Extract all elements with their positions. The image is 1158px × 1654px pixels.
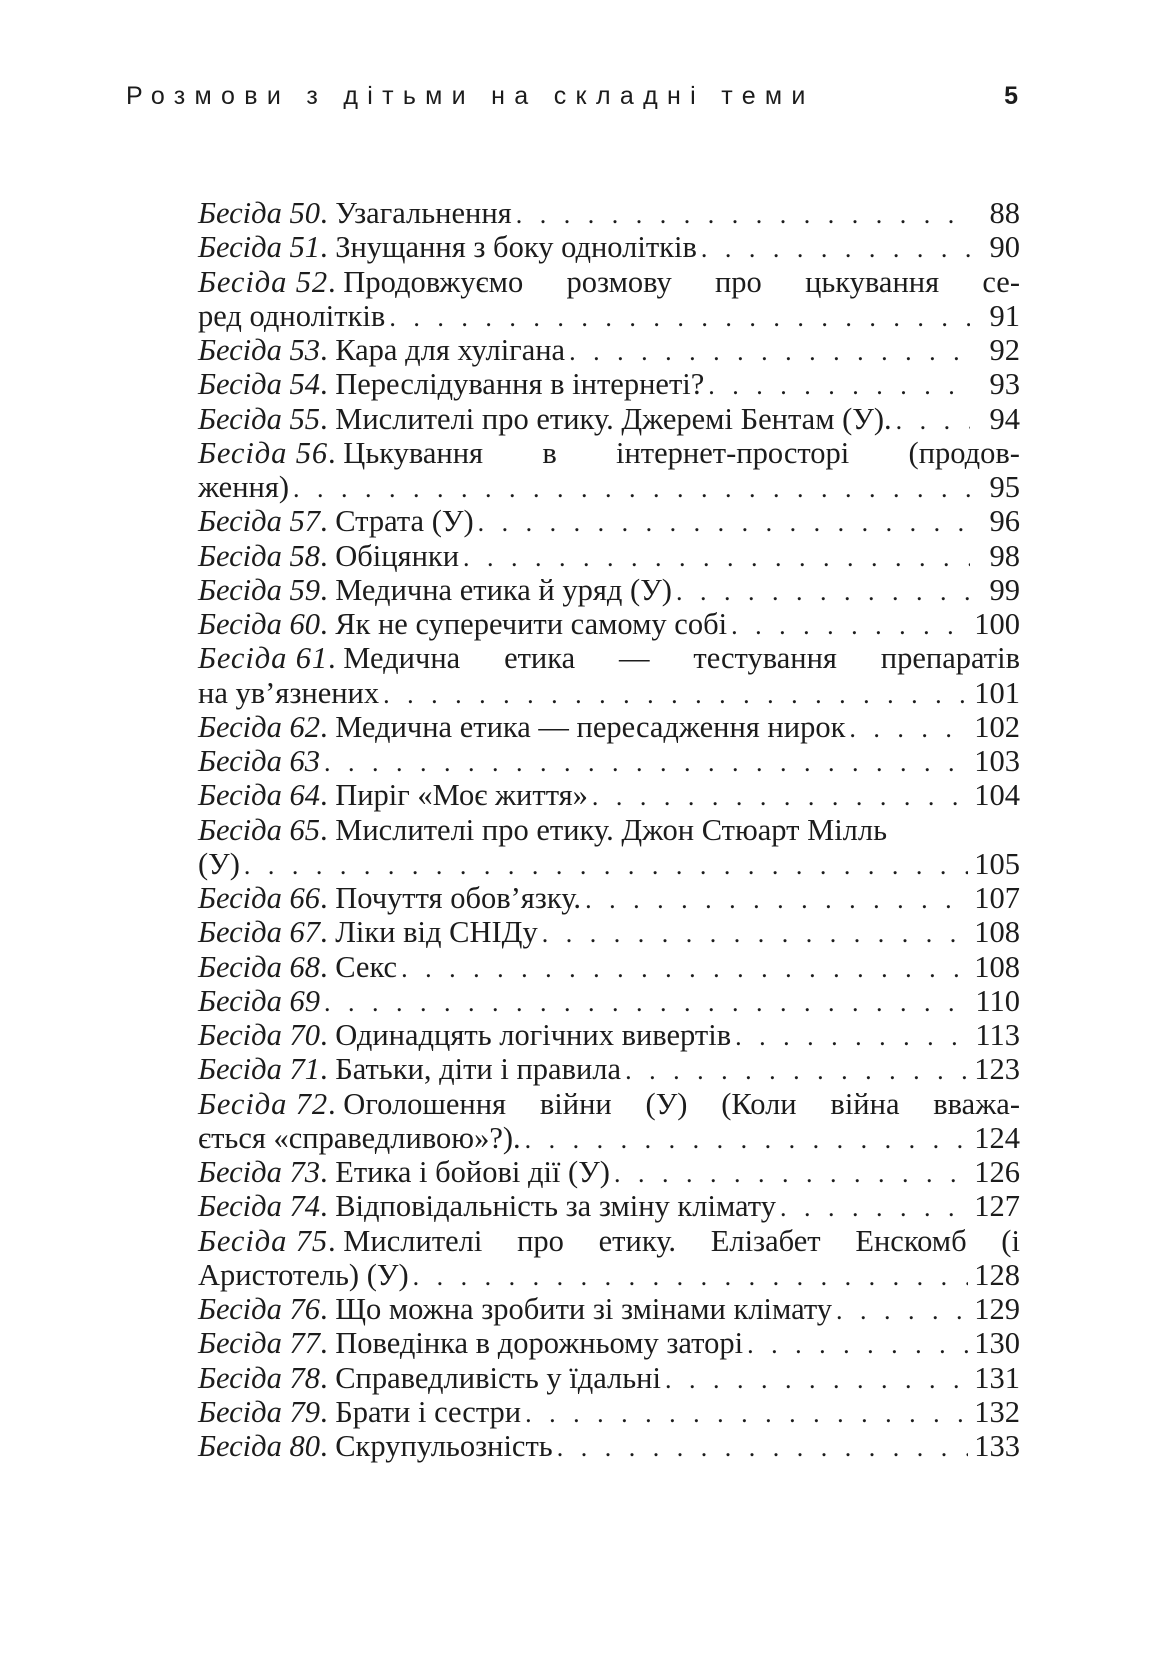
toc-entry-title: Скрупульозність bbox=[335, 1429, 553, 1463]
dot-leader bbox=[463, 541, 970, 575]
dot-leader bbox=[780, 1191, 968, 1225]
toc-entry-label: Бесіда 79 bbox=[198, 1394, 320, 1429]
dot-leader bbox=[735, 1020, 969, 1054]
toc-entry-title-word: Медична bbox=[343, 641, 461, 676]
toc-entry-line bbox=[198, 1429, 1020, 1463]
toc-entry bbox=[198, 710, 1020, 744]
toc-entry-title-word: Енскомб bbox=[855, 1223, 967, 1258]
toc-entry bbox=[198, 881, 1020, 915]
toc-entry-page: 90 bbox=[989, 230, 1020, 265]
toc-entry-title: Секс bbox=[335, 949, 398, 984]
dot-leader bbox=[585, 883, 968, 917]
label-separator: . bbox=[319, 333, 336, 367]
toc-entry-label: Бесіда 61 bbox=[198, 641, 329, 676]
toc-entry-label: Бесіда 67 bbox=[198, 915, 320, 950]
toc-entry-line bbox=[198, 333, 1020, 367]
toc-entry bbox=[198, 1052, 1020, 1086]
toc-entry-title-word: війни bbox=[539, 1086, 612, 1121]
toc-entry bbox=[198, 1395, 1020, 1429]
toc-entry bbox=[198, 984, 1020, 1018]
toc-entry-title: Поведінка в дорожньому заторі bbox=[335, 1326, 744, 1361]
toc-entry-page: 107 bbox=[974, 881, 1020, 915]
toc-entry-title: Відповідальність за зміну клімату bbox=[335, 1189, 776, 1224]
toc-entry-label: Бесіда 57 bbox=[198, 504, 320, 539]
toc-entry-page: 95 bbox=[989, 470, 1020, 504]
toc-entry-title-word: вважа- bbox=[933, 1086, 1020, 1121]
toc-entry bbox=[198, 573, 1020, 607]
toc-entry-page: 104 bbox=[974, 778, 1020, 813]
dot-leader bbox=[324, 746, 968, 780]
dot-leader bbox=[708, 369, 970, 403]
toc-entry bbox=[198, 607, 1020, 641]
toc-entry-page: 101 bbox=[974, 675, 1020, 710]
label-separator: . bbox=[319, 778, 336, 813]
toc-entry-label: Бесіда 68 bbox=[198, 949, 320, 984]
label-separator: . bbox=[319, 1292, 336, 1326]
toc-entry bbox=[198, 1429, 1020, 1463]
toc-entry-title: Переслідування в інтернеті? bbox=[335, 367, 705, 402]
label-separator: . bbox=[319, 1326, 336, 1361]
toc-entry-label: Бесіда 74 bbox=[198, 1189, 320, 1224]
dot-leader bbox=[592, 780, 968, 814]
dot-leader bbox=[389, 301, 970, 335]
toc-entry bbox=[198, 813, 1020, 882]
toc-entry bbox=[198, 230, 1020, 264]
toc-entry-first-line bbox=[198, 813, 1020, 847]
toc-entry-page: 126 bbox=[974, 1155, 1020, 1189]
toc-entry-lead bbox=[198, 1087, 506, 1121]
toc-entry-label: Бесіда 51 bbox=[198, 230, 320, 265]
toc-entry-label: Бесіда 76 bbox=[198, 1292, 320, 1326]
toc-entry-title: Як не суперечити самому собі bbox=[335, 607, 728, 641]
toc-entry-page: 110 bbox=[975, 983, 1020, 1018]
toc-entry-label: Бесіда 59 bbox=[198, 572, 320, 607]
toc-entry-second-line bbox=[198, 299, 1020, 333]
toc-entry-page: 98 bbox=[989, 538, 1020, 573]
toc-entry-title-continued: ження) bbox=[198, 470, 290, 504]
dot-leader bbox=[665, 1363, 968, 1397]
toc-entry-line bbox=[198, 1361, 1020, 1395]
toc-entry-title-word: се- bbox=[982, 264, 1020, 299]
toc-entry-line bbox=[198, 196, 1020, 230]
toc-entry-line bbox=[198, 710, 1020, 744]
toc-entry-title-word: Оголошення bbox=[343, 1086, 507, 1121]
dot-leader bbox=[525, 1123, 969, 1157]
toc-entry-label: Бесіда 54 bbox=[198, 367, 320, 402]
label-separator: . bbox=[328, 264, 344, 299]
toc-entry-title-continued: ред однолітків bbox=[198, 298, 386, 333]
toc-entry-title-word: (У) bbox=[645, 1086, 688, 1121]
toc-entry-label: Бесіда 65 bbox=[198, 812, 320, 847]
toc-entry-page: 91 bbox=[989, 298, 1020, 333]
toc-entry bbox=[198, 915, 1020, 949]
toc-entry bbox=[198, 1189, 1020, 1223]
label-separator: . bbox=[319, 401, 336, 436]
toc-entry-lead bbox=[198, 1224, 482, 1258]
toc-entry-line bbox=[198, 881, 1020, 915]
toc-entry-line bbox=[198, 1018, 1020, 1052]
label-separator: . bbox=[319, 196, 336, 230]
toc-entry-page: 131 bbox=[974, 1360, 1020, 1395]
dot-leader bbox=[676, 575, 970, 609]
toc-entry bbox=[198, 436, 1020, 505]
dot-leader bbox=[413, 1260, 969, 1294]
label-separator: . bbox=[319, 915, 336, 950]
toc-entry-title-word: в bbox=[542, 435, 557, 470]
toc-entry-page: 96 bbox=[989, 504, 1020, 539]
toc-entry-title-continued: (У) bbox=[198, 846, 240, 881]
toc-entry bbox=[198, 402, 1020, 436]
toc-entry bbox=[198, 367, 1020, 401]
toc-entry-first-line bbox=[198, 1224, 1020, 1258]
label-separator: . bbox=[319, 538, 336, 573]
toc-entry-title: Медична етика — пересадження нирок bbox=[335, 709, 846, 744]
toc-entry-title: Ліки від СНІДу bbox=[335, 915, 538, 950]
toc-entry-label: Бесіда 78 bbox=[198, 1360, 320, 1395]
toc-entry-line bbox=[198, 504, 1020, 538]
toc-entry-page: 105 bbox=[974, 846, 1020, 881]
toc-entry-first-line bbox=[198, 641, 1020, 675]
toc-entry-line bbox=[198, 539, 1020, 573]
toc-entry-lead bbox=[198, 265, 523, 299]
toc-entry-line bbox=[198, 367, 1020, 401]
label-separator: . bbox=[319, 1052, 336, 1087]
toc-entry-title-word: Елізабет bbox=[710, 1223, 821, 1258]
toc-entry-first-line bbox=[198, 265, 1020, 299]
label-separator: . bbox=[319, 881, 336, 915]
dot-leader bbox=[557, 1431, 969, 1465]
toc-entry bbox=[198, 1224, 1020, 1293]
toc-entry-title-word: війна bbox=[830, 1086, 900, 1121]
dot-leader bbox=[747, 1328, 968, 1362]
toc-entry-title: Почуття обов’язку. bbox=[335, 881, 582, 915]
toc-entry-title: Знущання з боку однолітків bbox=[335, 230, 697, 265]
toc-entry-title: Страта (У) bbox=[335, 504, 474, 539]
toc-entry-page: 94 bbox=[989, 401, 1020, 436]
dot-leader bbox=[542, 917, 969, 951]
toc-entry-title: Узагальнення bbox=[335, 196, 512, 230]
toc-entry-first-line bbox=[198, 1087, 1020, 1121]
toc-entry-title-word: про bbox=[714, 264, 762, 299]
toc-entry-line bbox=[198, 744, 1020, 778]
toc-entry-line bbox=[198, 402, 1020, 436]
toc-entry-label: Бесіда 63 bbox=[198, 744, 320, 778]
toc-entry bbox=[198, 1155, 1020, 1189]
label-separator: . bbox=[319, 1018, 336, 1052]
toc-entry-label: Бесіда 72 bbox=[198, 1086, 329, 1121]
toc-entry-line bbox=[198, 573, 1020, 607]
toc-entry-label: Бесіда 56 bbox=[198, 435, 329, 470]
dot-leader bbox=[569, 335, 970, 369]
toc-entry-title-word: — bbox=[619, 641, 650, 676]
dot-leader bbox=[293, 472, 970, 506]
table-of-contents bbox=[198, 196, 1020, 1463]
dot-leader bbox=[614, 1157, 968, 1191]
toc-entry-title: Що можна зробити зі змінами клімату bbox=[335, 1292, 833, 1326]
toc-entry-label: Бесіда 69 bbox=[198, 983, 320, 1018]
toc-entry-page: 99 bbox=[989, 572, 1020, 607]
toc-entry-title: Обіцянки bbox=[335, 538, 460, 573]
label-separator: . bbox=[319, 1155, 336, 1189]
toc-entry-page: 132 bbox=[974, 1394, 1020, 1429]
toc-entry-label: Бесіда 52 bbox=[198, 264, 329, 299]
toc-entry-title-word: інтернет-просторі bbox=[616, 435, 850, 470]
toc-entry-title-word: про bbox=[517, 1223, 564, 1258]
toc-entry-title: Медична етика й уряд (У) bbox=[335, 572, 672, 607]
toc-entry-page: 93 bbox=[989, 367, 1020, 402]
toc-entry-title-word: Цькування bbox=[343, 435, 484, 470]
toc-entry-label: Бесіда 80 bbox=[198, 1429, 320, 1463]
toc-entry-title: Етика і бойові дії (У) bbox=[335, 1155, 610, 1189]
toc-entry-label: Бесіда 71 bbox=[198, 1052, 320, 1087]
toc-entry-second-line bbox=[198, 847, 1020, 881]
dot-leader bbox=[731, 609, 968, 643]
toc-entry-page: 129 bbox=[974, 1292, 1020, 1326]
label-separator: . bbox=[319, 367, 336, 402]
toc-entry-title-word: (і bbox=[1001, 1223, 1020, 1258]
toc-entry-line bbox=[198, 1155, 1020, 1189]
toc-entry-title-continued: ється «справедливою»?). bbox=[198, 1120, 521, 1155]
toc-entry-page: 130 bbox=[974, 1326, 1020, 1361]
toc-entry-page: 123 bbox=[974, 1052, 1020, 1087]
label-separator: . bbox=[319, 812, 336, 847]
dot-leader bbox=[849, 712, 968, 746]
dot-leader bbox=[516, 198, 970, 232]
toc-entry bbox=[198, 333, 1020, 367]
label-separator: . bbox=[328, 1086, 344, 1121]
toc-entry-page: 124 bbox=[974, 1120, 1020, 1155]
toc-entry-second-line bbox=[198, 470, 1020, 504]
dot-leader bbox=[383, 678, 968, 712]
toc-entry bbox=[198, 539, 1020, 573]
running-head-title: Розмови з дітьми на складні теми bbox=[126, 82, 815, 110]
toc-entry-title: Мислителі про етику. Джеремі Бентам (У). bbox=[335, 401, 892, 436]
toc-entry-label: Бесіда 77 bbox=[198, 1326, 320, 1361]
toc-entry-page: 127 bbox=[974, 1189, 1020, 1224]
label-separator: . bbox=[319, 949, 336, 984]
toc-entry-title: Мислителі про етику. Джон Стюарт Мілль bbox=[335, 812, 888, 847]
toc-entry-page: 102 bbox=[974, 709, 1020, 744]
toc-entry-title-word: Продовжуємо bbox=[343, 264, 524, 299]
dot-leader bbox=[324, 986, 969, 1020]
dot-leader bbox=[896, 404, 970, 438]
toc-entry-page: 108 bbox=[974, 915, 1020, 950]
label-separator: . bbox=[319, 504, 336, 539]
label-separator: . bbox=[319, 709, 336, 744]
toc-entry bbox=[198, 778, 1020, 812]
toc-entry-label: Бесіда 66 bbox=[198, 881, 320, 915]
page-number: 5 bbox=[1004, 82, 1018, 110]
toc-entry-title: Одинадцять логічних вивертів bbox=[335, 1018, 732, 1052]
toc-entry-line bbox=[198, 1395, 1020, 1429]
toc-entry-title-word: цькування bbox=[805, 264, 940, 299]
toc-entry-page: 108 bbox=[974, 949, 1020, 984]
toc-entry-page: 103 bbox=[974, 744, 1020, 778]
label-separator: . bbox=[319, 1394, 336, 1429]
toc-entry bbox=[198, 744, 1020, 778]
toc-entry-lead bbox=[198, 641, 460, 675]
toc-entry-label: Бесіда 55 bbox=[198, 401, 320, 436]
toc-entry-title-word: (Коли bbox=[721, 1086, 797, 1121]
toc-entry-line bbox=[198, 984, 1020, 1018]
toc-entry-lead bbox=[198, 436, 483, 470]
dot-leader bbox=[244, 849, 968, 883]
toc-entry-line bbox=[198, 950, 1020, 984]
dot-leader bbox=[525, 1397, 968, 1431]
toc-entry-title: Пиріг «Моє життя» bbox=[335, 778, 588, 813]
toc-entry-line bbox=[198, 1326, 1020, 1360]
toc-entry-line bbox=[198, 778, 1020, 812]
label-separator: . bbox=[319, 1360, 336, 1395]
toc-entry-title-word: тестування bbox=[693, 641, 837, 676]
toc-entry-label: Бесіда 53 bbox=[198, 333, 320, 367]
toc-entry-second-line bbox=[198, 1258, 1020, 1292]
label-separator: . bbox=[328, 435, 344, 470]
label-separator: . bbox=[319, 607, 336, 641]
dot-leader bbox=[401, 952, 968, 986]
toc-entry-page: 133 bbox=[974, 1429, 1020, 1463]
toc-entry-page: 100 bbox=[974, 607, 1020, 641]
toc-entry-label: Бесіда 62 bbox=[198, 709, 320, 744]
toc-entry-title: Справедливість у їдальні bbox=[335, 1360, 661, 1395]
toc-entry-title-word: Мислителі bbox=[343, 1223, 483, 1258]
toc-entry-title-word: препаратів bbox=[880, 641, 1020, 676]
toc-entry-title-word: етика bbox=[504, 641, 576, 676]
toc-entry bbox=[198, 1326, 1020, 1360]
toc-entry-line bbox=[198, 230, 1020, 264]
toc-entry-title-word: етику. bbox=[598, 1223, 677, 1258]
toc-entry bbox=[198, 641, 1020, 710]
toc-entry-page: 88 bbox=[989, 196, 1020, 230]
label-separator: . bbox=[319, 1189, 336, 1224]
toc-entry-label: Бесіда 58 bbox=[198, 538, 320, 573]
toc-entry-title: Брати і сестри bbox=[335, 1394, 522, 1429]
toc-entry-label: Бесіда 73 bbox=[198, 1155, 320, 1189]
toc-entry-label: Бесіда 60 bbox=[198, 607, 320, 641]
toc-entry-second-line bbox=[198, 676, 1020, 710]
toc-entry bbox=[198, 1018, 1020, 1052]
toc-entry-title: Батьки, діти і правила bbox=[335, 1052, 622, 1087]
toc-entry-label: Бесіда 50 bbox=[198, 196, 320, 230]
toc-entry-title-word: (продов- bbox=[908, 435, 1020, 470]
toc-entry-line bbox=[198, 607, 1020, 641]
toc-entry-page: 128 bbox=[974, 1257, 1020, 1292]
dot-leader bbox=[478, 506, 970, 540]
toc-entry-label: Бесіда 75 bbox=[198, 1223, 329, 1258]
dot-leader bbox=[625, 1054, 968, 1088]
toc-entry-title-continued: на ув’язнених bbox=[198, 675, 380, 710]
dot-leader bbox=[836, 1294, 968, 1328]
toc-entry bbox=[198, 1292, 1020, 1326]
toc-entry bbox=[198, 265, 1020, 334]
dot-leader bbox=[701, 232, 970, 266]
toc-entry-page: 113 bbox=[975, 1018, 1020, 1052]
label-separator: . bbox=[319, 230, 336, 265]
toc-entry bbox=[198, 1361, 1020, 1395]
toc-entry-line bbox=[198, 915, 1020, 949]
toc-entry bbox=[198, 950, 1020, 984]
toc-entry-line bbox=[198, 1052, 1020, 1086]
toc-entry bbox=[198, 1087, 1020, 1156]
toc-entry-title-continued: Аристотель) (У) bbox=[198, 1257, 409, 1292]
toc-entry bbox=[198, 504, 1020, 538]
label-separator: . bbox=[328, 641, 344, 676]
toc-entry-title: Кара для хулігана bbox=[335, 333, 566, 367]
label-separator: . bbox=[328, 1223, 344, 1258]
label-separator: . bbox=[319, 1429, 336, 1463]
toc-entry-label: Бесіда 70 bbox=[198, 1018, 320, 1052]
toc-entry-page: 92 bbox=[989, 333, 1020, 367]
toc-entry-second-line bbox=[198, 1121, 1020, 1155]
toc-entry-first-line bbox=[198, 436, 1020, 470]
toc-entry-line bbox=[198, 1189, 1020, 1223]
label-separator: . bbox=[319, 572, 336, 607]
toc-entry bbox=[198, 196, 1020, 230]
toc-entry-line bbox=[198, 1292, 1020, 1326]
toc-entry-label: Бесіда 64 bbox=[198, 778, 320, 813]
toc-entry-title-word: розмову bbox=[566, 264, 672, 299]
